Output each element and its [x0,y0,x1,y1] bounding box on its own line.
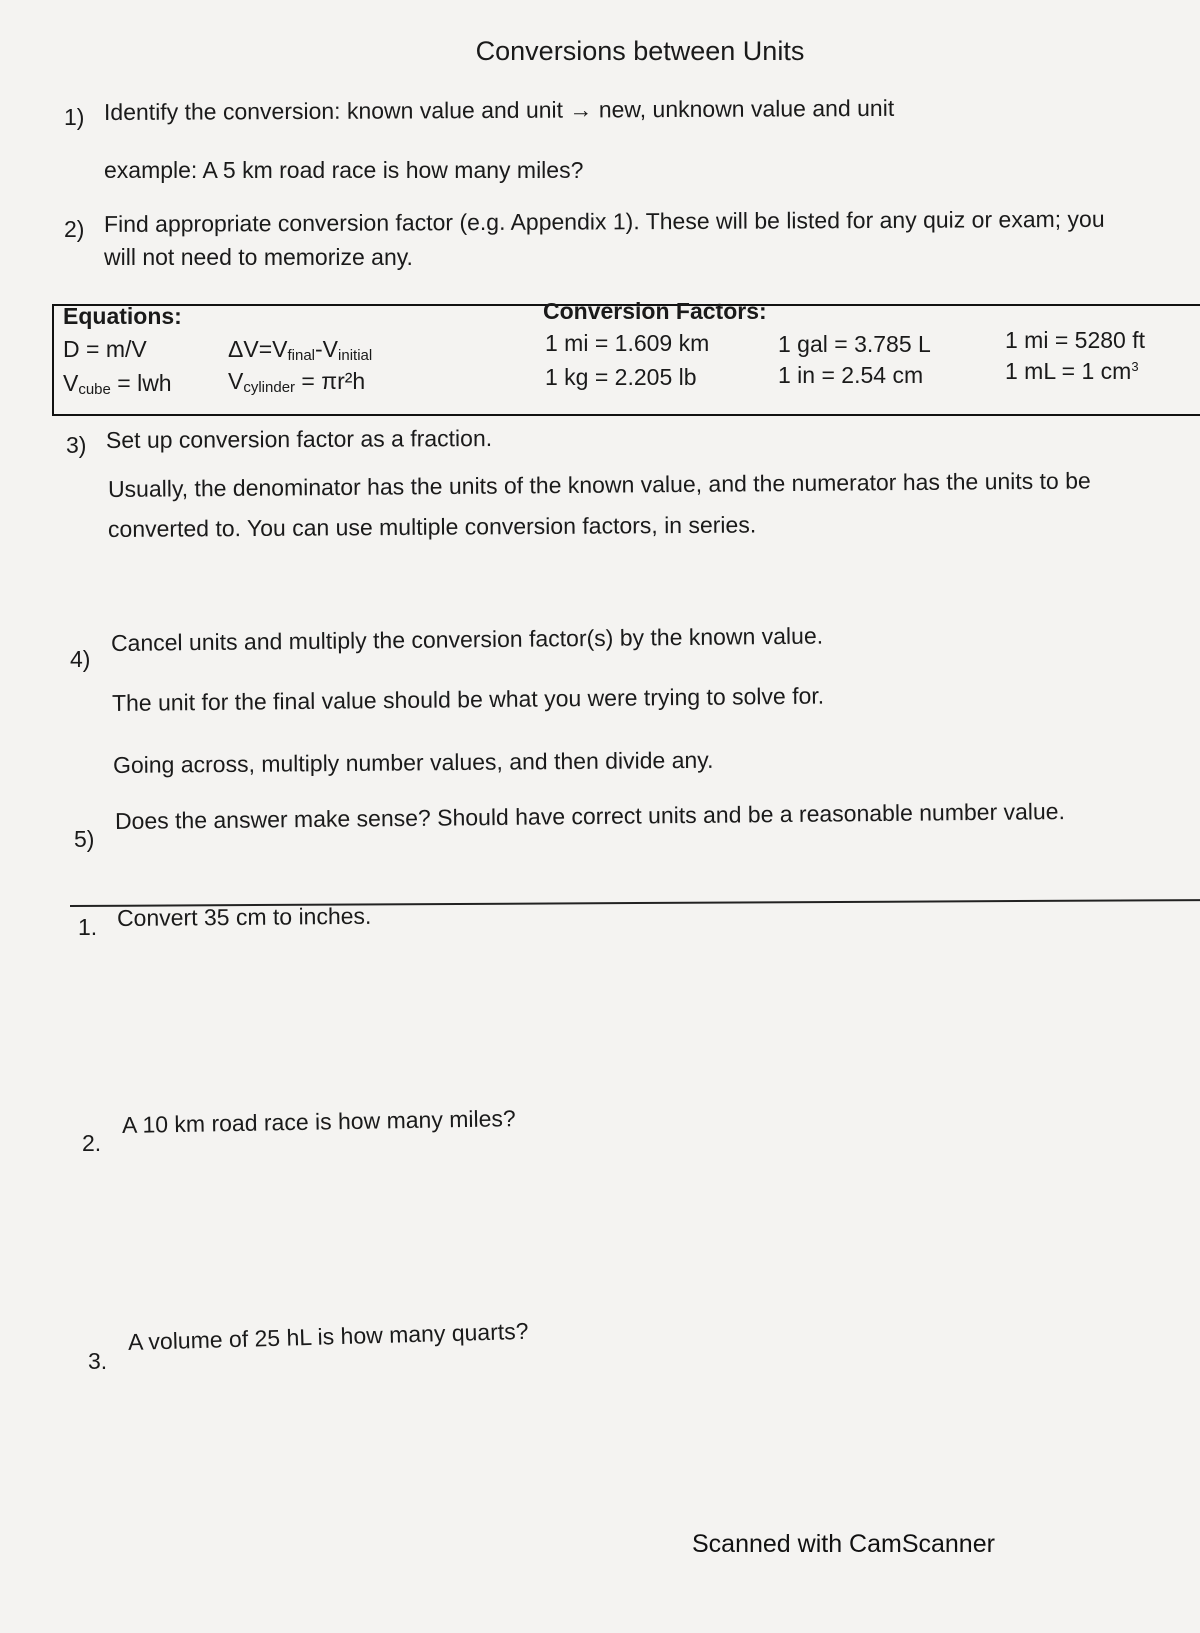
factor-kg-lb: 1 kg = 2.205 lb [545,364,697,390]
question-2-text: A 10 km road race is how many miles? [121,1105,516,1138]
question-1-text: Convert 35 cm to inches. [116,902,372,931]
step-5-number: 5) [74,826,95,852]
cube-volume-subscript: cube [78,381,111,398]
cubic-superscript: 3 [1131,359,1139,374]
cylinder-volume-formula: = πr²h [295,368,366,394]
scanner-watermark: Scanned with CamScanner [692,1530,995,1558]
step-1-example: example: A 5 km road race is how many miles? [104,157,584,183]
delta-volume-lhs: ΔV=V [228,336,288,362]
step-2-text: Find appropriate conversion factor (e.g. Appendix 1). These will be listed for any quiz or exam; you [103,205,1105,237]
page-title: Conversions between Units [475,36,805,66]
step-5-text: Does the answer make sense? Should have correct units and be a reasonable number value. [114,798,1066,834]
step-2-continued: will not need to memorize any. [104,244,413,270]
question-2-number: 2. [82,1130,102,1156]
cube-volume-symbol: V [63,370,79,396]
step-1-number: 1) [64,104,85,130]
factor-mi-ft: 1 mi = 5280 ft [1005,327,1145,353]
question-3-number: 3. [88,1348,108,1374]
delta-volume-equation [228,336,372,364]
cylinder-volume-equation [228,368,365,396]
step-1-text: Identify the conversion: known value and unit → new, unknown value and unit [103,94,895,125]
cylinder-volume-subscript: cylinder [243,379,296,396]
cylinder-volume-symbol: V [228,368,244,394]
factor-mi-km: 1 mi = 1.609 km [545,330,710,356]
factor-in-cm: 1 in = 2.54 cm [778,362,924,388]
factor-ml-cm3 [1005,358,1139,385]
delta-volume-final-subscript: final [287,347,316,364]
equations-heading: Equations: [63,303,182,329]
step-4-number: 4) [70,646,91,672]
factor-ml-text: 1 mL = 1 cm [1005,358,1132,384]
step-3-text: Set up conversion factor as a fraction. [105,424,493,453]
delta-volume-initial-subscript: initial [338,347,373,364]
conversion-factors-heading: Conversion Factors: [543,298,767,324]
step-2-number: 2) [64,216,85,242]
cube-volume-equation [63,370,172,398]
factor-gal-l: 1 gal = 3.785 L [778,331,931,357]
cube-volume-formula: = lwh [110,370,172,396]
step-3-number: 3) [66,432,87,458]
step-4-text: Cancel units and multiply the conversion factor(s) by the known value. [110,622,824,656]
step-3-detail-line-1: Usually, the denominator has the units of the known value, and the numerator has the units to be [107,467,1091,502]
density-equation: D = m/V [63,336,147,362]
step-4-detail-line-2: Going across, multiply number values, and then divide any. [112,746,714,778]
step-4-detail-line-1: The unit for the final value should be what you were trying to solve for. [111,682,825,716]
question-1-number: 1. [78,914,98,940]
question-3-text: A volume of 25 hL is how many quarts? [127,1317,529,1355]
step-3-detail-line-2: converted to. You can use multiple conversion factors, in series. [107,511,757,542]
delta-volume-minus: -V [315,336,339,362]
